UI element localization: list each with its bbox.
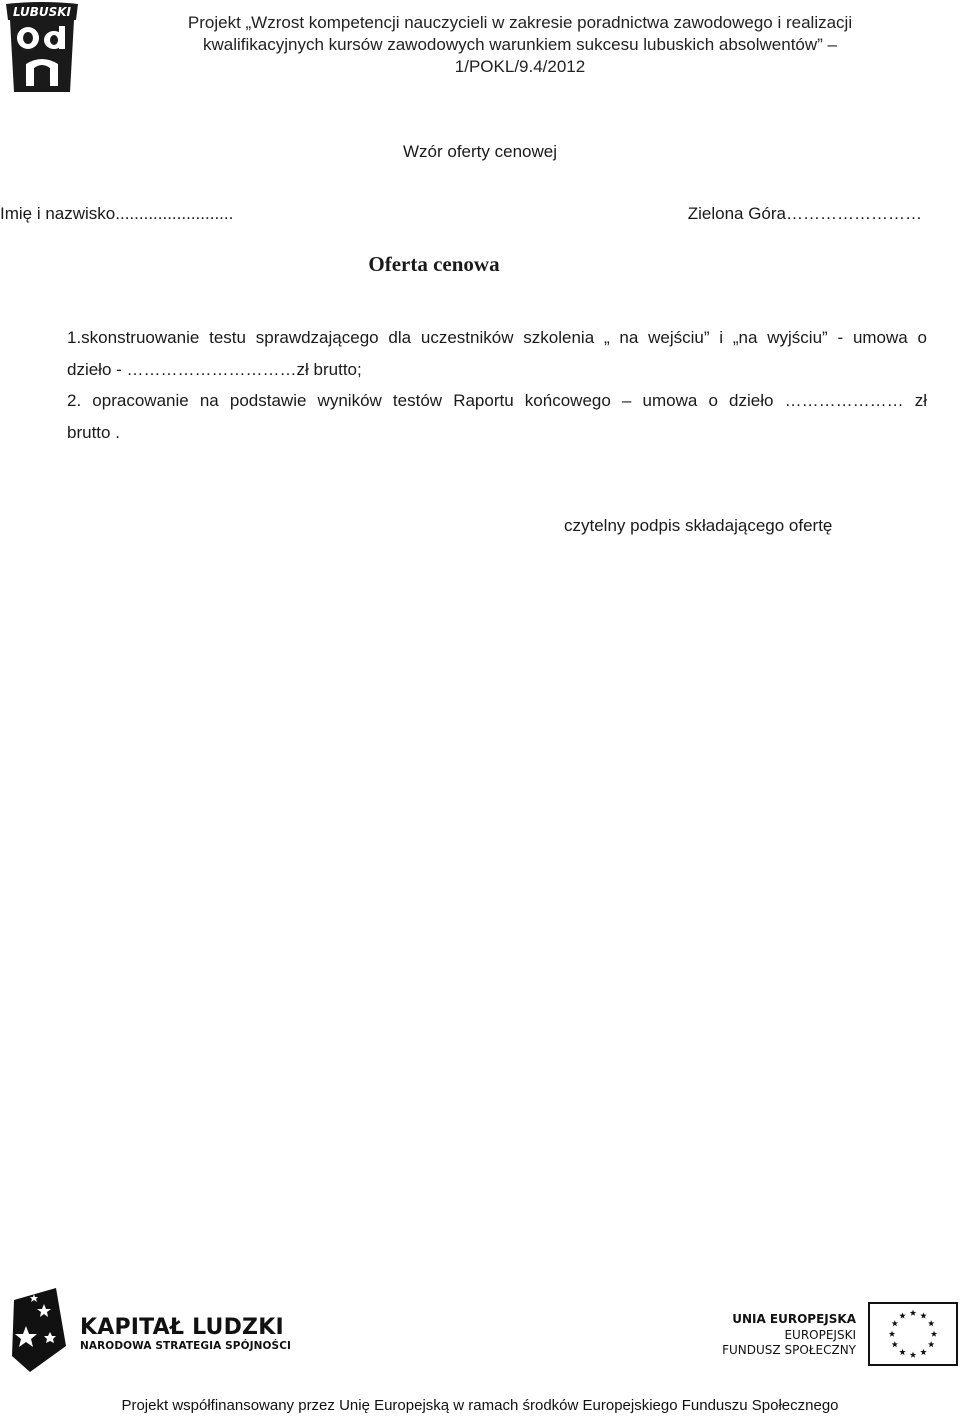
signature-label: czytelny podpis składającego ofertę [564,516,833,535]
lubuski-odn-logo [4,2,80,94]
eu-fund-line-2: FUNDUSZ SPOŁECZNY [722,1343,856,1357]
header-project-line-1: Projekt „Wzrost kompetencji nauczycieli w zakresie poradnictwa zawodowego i realizacji [187,13,853,32]
item-1-line-1: 1.skonstruowanie testu sprawdzającego dla uczestników szkolenia „ na wejściu” i „na wyjściu” - umowa o [67,328,927,347]
kapital-ludzki-logo-icon [10,1286,70,1374]
eu-name: UNIA EUROPEJSKA [732,1312,856,1326]
city-date-field: Zielona Góra…………………… [687,204,922,223]
header-project-code: 1/POKL/9.4/2012 [454,57,586,76]
name-field: Imię i nazwisko......................... [0,204,234,223]
header-project-line-2: kwalifikacyjnych kursów zawodowych warunkiem sukcesu lubuskich absolwentów” – [203,35,837,54]
document-subtitle: Wzór oferty cenowej [403,142,557,161]
document-title: Oferta cenowa [368,252,500,276]
item-1-line-2: dzieło - …………………………zł brutto; [67,360,362,379]
eu-fund-line-1: EUROPEJSKI [784,1328,856,1342]
eu-flag-icon [868,1302,958,1366]
item-2-line-2: brutto . [67,423,120,442]
svg-text:LUBUSKI: LUBUSKI [12,5,72,19]
kapital-ludzki-subtitle: NARODOWA STRATEGIA SPÓJNOŚCI [80,1340,292,1352]
footer-cofinancing-note: Projekt współfinansowany przez Unię Europejską w ramach środków Europejskiego Funduszu Społecznego [121,1397,839,1414]
kapital-ludzki-title: KAPITAŁ LUDZKI [80,1315,284,1340]
item-2-line-1: 2. opracowanie na podstawie wyników testów Raportu końcowego – umowa o dzieło ………………… zł [67,391,927,410]
